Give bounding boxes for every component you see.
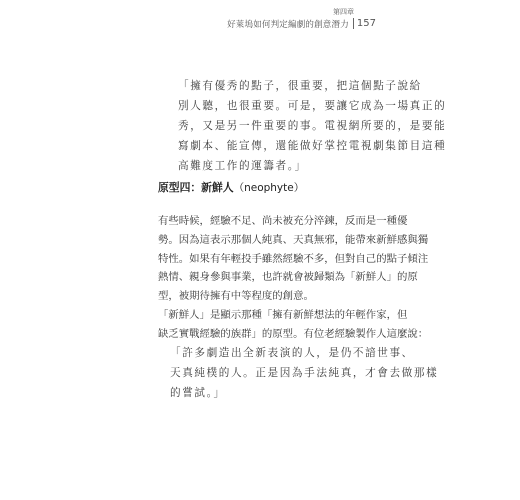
- body-line: 特性。如果有年輕投手雖然經驗不多，但對自己的點子傾注: [158, 252, 429, 265]
- body-line: 勢。因為這表示那個人純真、天真無邪，能帶來新鮮感與獨: [158, 233, 429, 246]
- section-heading-text: 原型四：新鮮人: [158, 181, 234, 194]
- running-header: [227, 8, 376, 30]
- header-subtitle-row: [227, 17, 376, 30]
- section-heading: [158, 179, 304, 197]
- quote-line: 的嘗試。」: [170, 387, 226, 399]
- page-number: 157: [356, 18, 376, 29]
- block-quote-experienced-producer: [170, 343, 438, 403]
- quote-line: 「許多劇造出全新表演的人，是仍不諳世事、: [170, 347, 414, 359]
- body-line: 有些時候，經驗不足、尚未被充分淬鍊，反而是一種優: [158, 215, 408, 227]
- book-subtitle: 好萊塢如何判定編劇的創意潛力: [227, 19, 349, 30]
- section-heading-latin: （neophyte）: [233, 182, 305, 194]
- body-paragraphs: [158, 212, 429, 344]
- chapter-label: 第四章: [333, 8, 354, 16]
- quote-line: 「擁有優秀的點子，很重要，把這個點子說給: [178, 80, 422, 92]
- body-line: 缺乏實戰經驗的族群」的原型。有位老經驗製作人這麼說：: [158, 327, 429, 340]
- body-line: 型，被期待擁有中等程度的創意。: [158, 290, 314, 303]
- header-divider: [353, 18, 354, 29]
- quote-line: 高難度工作的運籌者。」: [178, 160, 307, 172]
- body-line: 「新鮮人」是顯示那種「擁有新鮮想法的年輕作家，但: [158, 308, 408, 321]
- block-quote-producer: [178, 76, 446, 176]
- quote-line: 秀，又是另一件重要的事。電視網所要的，是要能: [178, 120, 447, 132]
- quote-line: 別人聽，也很重要。可是，要讓它成為一場真正的: [178, 100, 447, 112]
- quote-line: 寫劇本、能宣傳，還能做好掌控電視劇集節目這種: [178, 140, 447, 152]
- quote-line: 天真純樸的人。正是因為手法純真，才會去做那樣: [170, 367, 439, 379]
- body-line: 熱情、親身參與事業，也許就會被歸類為「新鮮人」的原: [158, 271, 418, 284]
